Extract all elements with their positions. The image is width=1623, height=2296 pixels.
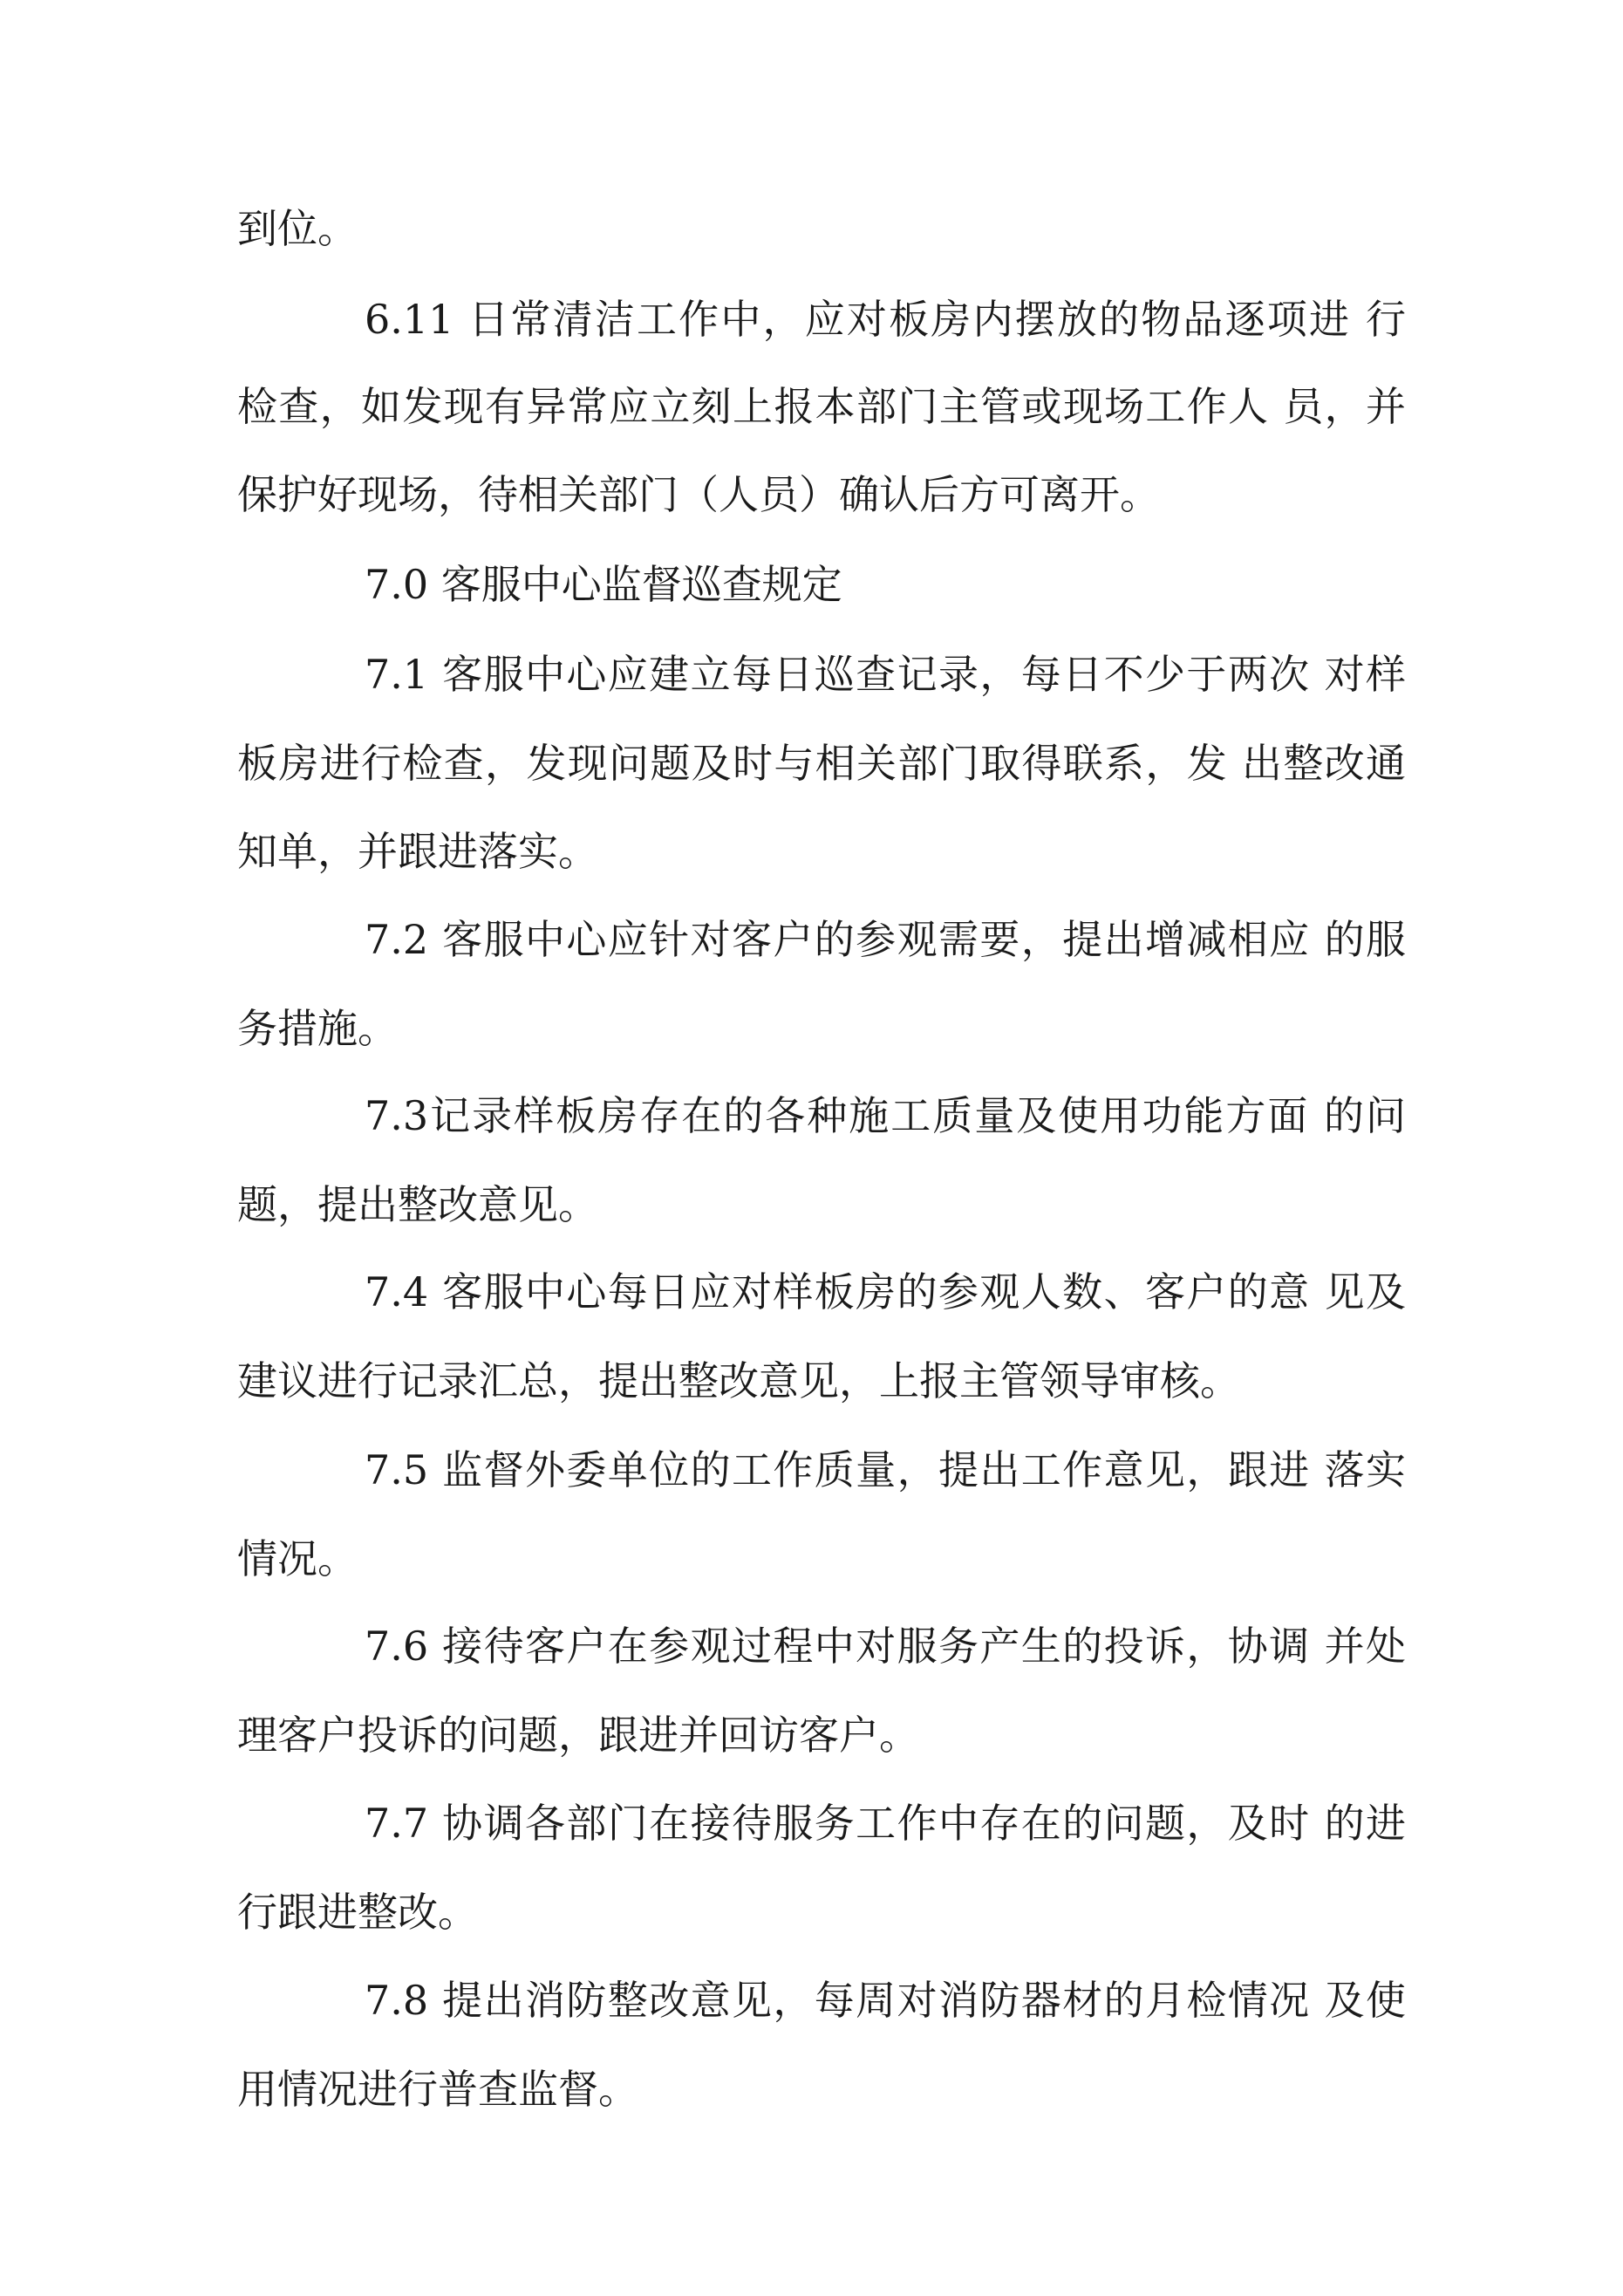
text-line: 建议进行记录汇总，提出整改意见，上报主管领导审核。 (237, 1357, 1240, 1404)
text-line: 7.7 协调各部门在接待服务工作中存在的问题，及时 的进 (365, 1800, 1406, 1847)
text-line: 6.11 日常清洁工作中，应对板房内摆放的物品逐项进 行 (365, 296, 1406, 343)
text-line: 用情况进行普查监督。 (237, 2066, 638, 2113)
text-line: 到位。 (237, 205, 358, 252)
text-line: 7.3记录样板房存在的各种施工质量及使用功能方面 的问 (365, 1092, 1406, 1139)
text-line: 行跟进整改。 (237, 1889, 478, 1936)
text-line: 务措施。 (237, 1005, 398, 1052)
text-line: 7.6 接待客户在参观过程中对服务产生的投诉，协调 并处 (365, 1623, 1406, 1670)
text-line: 检查，如发现有异常应立刻上报本部门主管或现场工作人 员，并 (237, 383, 1406, 430)
text-line: 7.8 提出消防整改意见，每周对消防器材的月检情况 及使 (365, 1977, 1406, 2024)
text-line: 保护好现场，待相关部门（人员）确认后方可离开。 (237, 471, 1160, 518)
section-heading: 7.0 客服中心监督巡查规定 (365, 561, 842, 608)
text-line: 情况。 (237, 1535, 358, 1582)
text-line: 7.5 监督外委单位的工作质量，提出工作意见，跟进 落实 (365, 1446, 1406, 1493)
text-line: 7.4 客服中心每日应对样板房的参观人数、客户的意 见及 (365, 1268, 1406, 1315)
text-line: 板房进行检查，发现问题及时与相关部门取得联系，发 出整改通 (237, 740, 1406, 787)
text-line: 7.1 客服中心应建立每日巡查记录，每日不少于两次 对样 (365, 651, 1406, 698)
text-line: 题，提出整改意见。 (237, 1181, 598, 1228)
text-line: 理客户投诉的问题，跟进并回访客户。 (237, 1712, 919, 1759)
text-line: 7.2 客服中心应针对客户的参观需要，提出增减相应 的服 (365, 916, 1406, 963)
text-line: 知单，并跟进落实。 (237, 828, 598, 875)
